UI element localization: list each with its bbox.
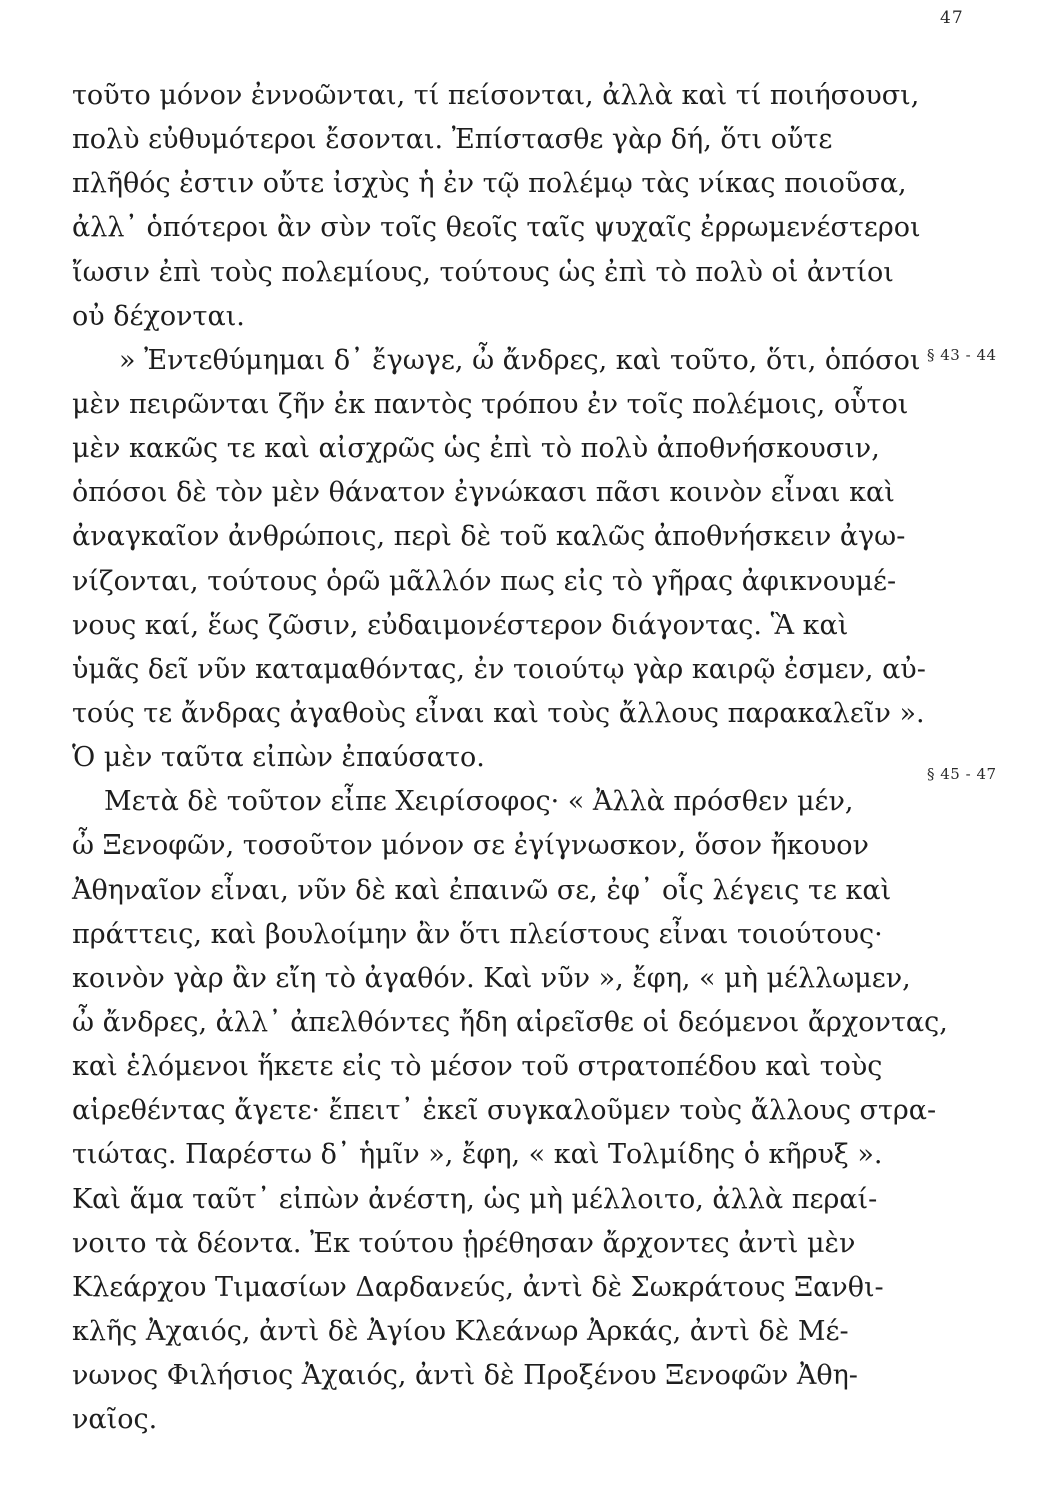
text-line: ἴωσιν ἐπὶ τοὺς πολεμίους, τούτους ὡς ἐπὶ τὸ πολὺ οἱ ἀντίοι (72, 256, 894, 288)
paragraph-start-line: » Ἐντεθύμημαι δ᾽ ἔγωγε, ὦ ἄνδρες, καὶ τοῦτο, ὅτι, ὁπόσοι (119, 344, 921, 376)
text-line: ὑμᾶς δεῖ νῦν καταμαθόντας, ἐν τοιούτῳ γὰρ καιρῷ ἐσμεν, αὐ- (72, 653, 926, 685)
section-marginal-note: § 45 - 47 (927, 765, 997, 783)
text-line: ναῖος. (72, 1404, 158, 1436)
text-line: νίζονται, τούτους ὁρῶ μᾶλλόν πως εἰς τὸ γῆρας ἀφικνουμέ- (72, 565, 897, 597)
greek-text-body (72, 74, 948, 1442)
text-line: ὦ Ξενοφῶν, τοσοῦτον μόνον σε ἐγίγνωσκον, ὅσον ἤκουον (72, 830, 869, 862)
text-line: τοῦτο μόνον ἐννοῶνται, τί πείσονται, ἀλλὰ καὶ τί ποιήσουσι, (72, 80, 920, 111)
text-line: πολὺ εὐθυμότεροι ἔσονται. Ἐπίστασθε γὰρ δή, ὅτι οὔτε (72, 124, 833, 156)
page-number: 47 (940, 8, 964, 28)
text-line: νους καί, ἕως ζῶσιν, εὐδαιμονέστερον διάγοντας. Ἃ καὶ (72, 609, 849, 641)
text-line: Ὁ μὲν ταῦτα εἰπὼν ἐπαύσατο. (72, 742, 485, 774)
text-line: ὦ ἄνδρες, ἀλλ᾽ ἀπελθόντες ἤδη αἱρεῖσθε οἱ δεόμενοι ἄρχοντας, (72, 1006, 948, 1038)
text-line: ἀλλ᾽ ὁπότεροι ἂν σὺν τοῖς θεοῖς ταῖς ψυχαῖς ἐρρωμενέστεροι (72, 212, 921, 244)
text-line: καὶ ἑλόμενοι ἥκετε εἰς τὸ μέσον τοῦ στρατοπέδου καὶ τοὺς (72, 1051, 883, 1083)
text-line: Ἀθηναῖον εἶναι, νῦν δὲ καὶ ἐπαινῶ σε, ἐφ᾽ οἷς λέγεις τε καὶ (72, 874, 892, 906)
text-line: τούς τε ἄνδρας ἀγαθοὺς εἶναι καὶ τοὺς ἄλλους παρακαλεῖν ». (72, 697, 925, 729)
text-line: μὲν κακῶς τε καὶ αἰσχρῶς ὡς ἐπὶ τὸ πολὺ ἀποθνήσκουσιν, (72, 433, 880, 465)
text-line: μὲν πειρῶνται ζῆν ἐκ παντὸς τρόπου ἐν τοῖς πολέμοις, οὗτοι (72, 388, 909, 420)
text-line: νωνος Φιλήσιος Ἀχαιός, ἀντὶ δὲ Προξένου Ξενοφῶν Ἀθη- (72, 1360, 858, 1392)
text-line: κλῆς Ἀχαιός, ἀντὶ δὲ Ἀγίου Κλεάνωρ Ἀρκάς, ἀντὶ δὲ Μέ- (72, 1315, 849, 1347)
text-line: Κλεάρχου Τιμασίων Δαρδανεύς, ἀντὶ δὲ Σωκράτους Ξανθι- (72, 1271, 884, 1303)
text-line: ἀναγκαῖον ἀνθρώποις, περὶ δὲ τοῦ καλῶς ἀποθνήσκειν ἀγω- (72, 521, 906, 553)
text-line: τιώτας. Παρέστω δ᾽ ἡμῖν », ἔφη, « καὶ Τολμίδης ὁ κῆρυξ ». (72, 1139, 883, 1171)
text-line: οὐ δέχονται. (72, 300, 245, 332)
text-line: Καὶ ἅμα ταῦτ᾽ εἰπὼν ἀνέστη, ὡς μὴ μέλλοιτο, ἀλλὰ περαί- (72, 1183, 878, 1215)
paragraph-start-line: Μετὰ δὲ τοῦτον εἶπε Χειρίσοφος· « Ἀλλὰ πρόσθεν μέν, (104, 786, 854, 818)
text-line: ὁπόσοι δὲ τὸν μὲν θάνατον ἐγνώκασι πᾶσι κοινὸν εἶναι καὶ (72, 477, 895, 509)
section-marginal-note: § 43 - 44 (927, 346, 997, 364)
text-line: αἱρεθέντας ἄγετε· ἔπειτ᾽ ἐκεῖ συγκαλοῦμεν τοὺς ἄλλους στρα- (72, 1095, 937, 1127)
text-line: πράττεις, καὶ βουλοίμην ἂν ὅτι πλείστους εἶναι τοιούτους· (72, 918, 883, 950)
text-line: νοιτο τὰ δέοντα. Ἐκ τούτου ᾑρέθησαν ἄρχοντες ἀντὶ μὲν (72, 1227, 856, 1259)
text-line: πλῆθός ἐστιν οὔτε ἰσχὺς ἡ ἐν τῷ πολέμῳ τὰς νίκας ποιοῦσα, (72, 168, 907, 200)
text-line: κοινὸν γὰρ ἂν εἴη τὸ ἀγαθόν. Καὶ νῦν », ἔφη, « μὴ μέλλωμεν, (72, 962, 911, 994)
